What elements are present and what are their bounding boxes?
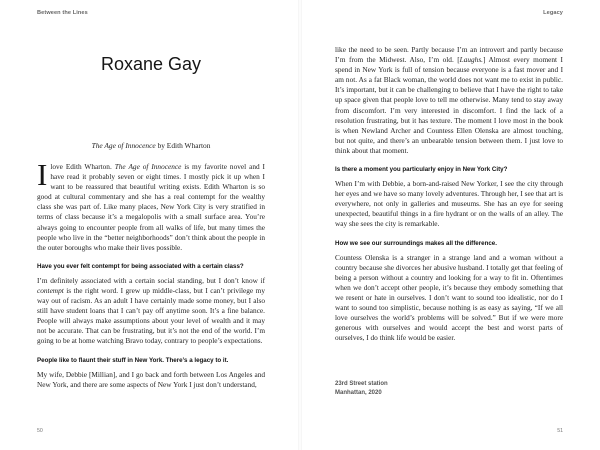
question-heading: How we see our surroundings makes all the difference. xyxy=(335,239,497,247)
body-paragraph xyxy=(37,276,265,347)
text-run: is my favorite novel and I have read it probably seven or eight times. I mostly pick it up when I want to be reassured that beautiful writing exists. Edith Wharton is so good at cultural commentary and she has a real contempt for the wealthy class she was part of. Like many places, New York City is very stratified in terms of class because it’s a megalopolis with a small surface area. You’re always going to encounter people from all walks of life, but many times the people who live in the “better neighborhoods” don’t think about the people in the outer boroughs who make their lives possible. xyxy=(37,162,265,252)
text-run: is the right word. I grew up middle-class, but I can’t privilege my way out of racism. As an adult I have certainly made some money, but I also still have student loans that I can’t pay off anytime soon. It’s a fine balance. People will always make assumptions about your level of wealth and it may not be accurate. That can be frustrating, but it’s not the end of the world. I’m going to be at home watching Bravo today, contrary to people’s expectations. xyxy=(37,285,265,346)
text-run: love Edith Wharton. xyxy=(50,162,115,171)
text-run: I’m definitely associated with a certain social standing, but I don’t know if xyxy=(37,275,265,285)
byline-author: by Edith Wharton xyxy=(157,141,211,150)
text-run: like the need to be seen. Partly because I’m an introvert and partly because I’m from the Midwest. Also, I’m old. [ xyxy=(335,45,563,65)
book-title: The Age of Innocence xyxy=(91,141,156,150)
right-column xyxy=(335,45,563,343)
question-heading: People like to flaunt their stuff in New York. There’s a legacy to it. xyxy=(37,356,229,364)
intro-paragraph xyxy=(37,157,265,253)
body-paragraph: When I’m with Debbie, a born-and-raised New Yorker, I see the city through her eyes and we have so many lovely adventures. Through her, I see that art is everywhere, not only in galleries and museums. She has an eye for seeing unexpected, beautiful things in a fire hydrant or on the walls of an alley. The way she sees the city is remarkable. xyxy=(335,179,563,229)
photo-location xyxy=(335,380,388,398)
running-head-left: Between the Lines xyxy=(37,10,88,16)
question-heading: Is there a moment you particularly enjoy in New York City? xyxy=(335,166,508,174)
left-column xyxy=(37,157,265,390)
body-paragraph: My wife, Debbie [Millian], and I go back and forth between Los Angeles and New York, and there are some aspects of New York I just don’t understand, xyxy=(37,369,265,389)
location-city-year: Manhattan, 2020 xyxy=(335,390,382,396)
italic-title: The Age of Innocence xyxy=(114,162,182,171)
running-head-right: Legacy xyxy=(543,10,563,16)
italic-word: Laughs. xyxy=(459,55,483,65)
text-run: ] Almost every moment I spend in New York is full of tension because everyone is a fast mover and I am not. As a fat Black woman, the world does not want me to exist in public. It’s important, but it can be challenging to believe that I have the right to take up space given that people love to tell me otherwise. Many tend to stay away from discomfort. I’m very interested in discomfort. I find the lack of a resolution frustrating, but it has texture. The moment I love most in the book is when Newland Archer and Countess Ellen Olenska are almost touching, but not quite, and there’s an unbearable tension between them. I just love to think about that moment. xyxy=(335,55,563,155)
italic-word: contempt xyxy=(37,285,64,295)
body-paragraph: Countess Olenska is a stranger in a strange land and a woman without a country because she divorces her abusive husband. I totally get that feeling of being a person without a country and looking for a way to fit in. Oftentimes when we don’t accept other people, it’s because they embody something that we resent or hate in ourselves. I don’t want to sound too idealistic, nor do I want to sound too simplistic, because nothing is as easy as saying, “If we all love ourselves the world’s problems will be solved.” But if we were more generous with ourselves and would accept the best and worst parts of ourselves, I do think life would be easier. xyxy=(335,252,563,343)
drop-cap: I xyxy=(37,157,48,192)
page-number-right: 51 xyxy=(557,428,563,434)
question-heading: Have you ever felt contempt for being associated with a certain class? xyxy=(37,262,244,270)
location-station: 23rd Street station xyxy=(335,381,388,387)
book-gutter xyxy=(298,0,302,450)
page-title: Roxane Gay xyxy=(100,54,202,74)
page-number-left: 50 xyxy=(37,428,43,434)
body-paragraph xyxy=(335,45,563,156)
byline xyxy=(37,141,265,150)
